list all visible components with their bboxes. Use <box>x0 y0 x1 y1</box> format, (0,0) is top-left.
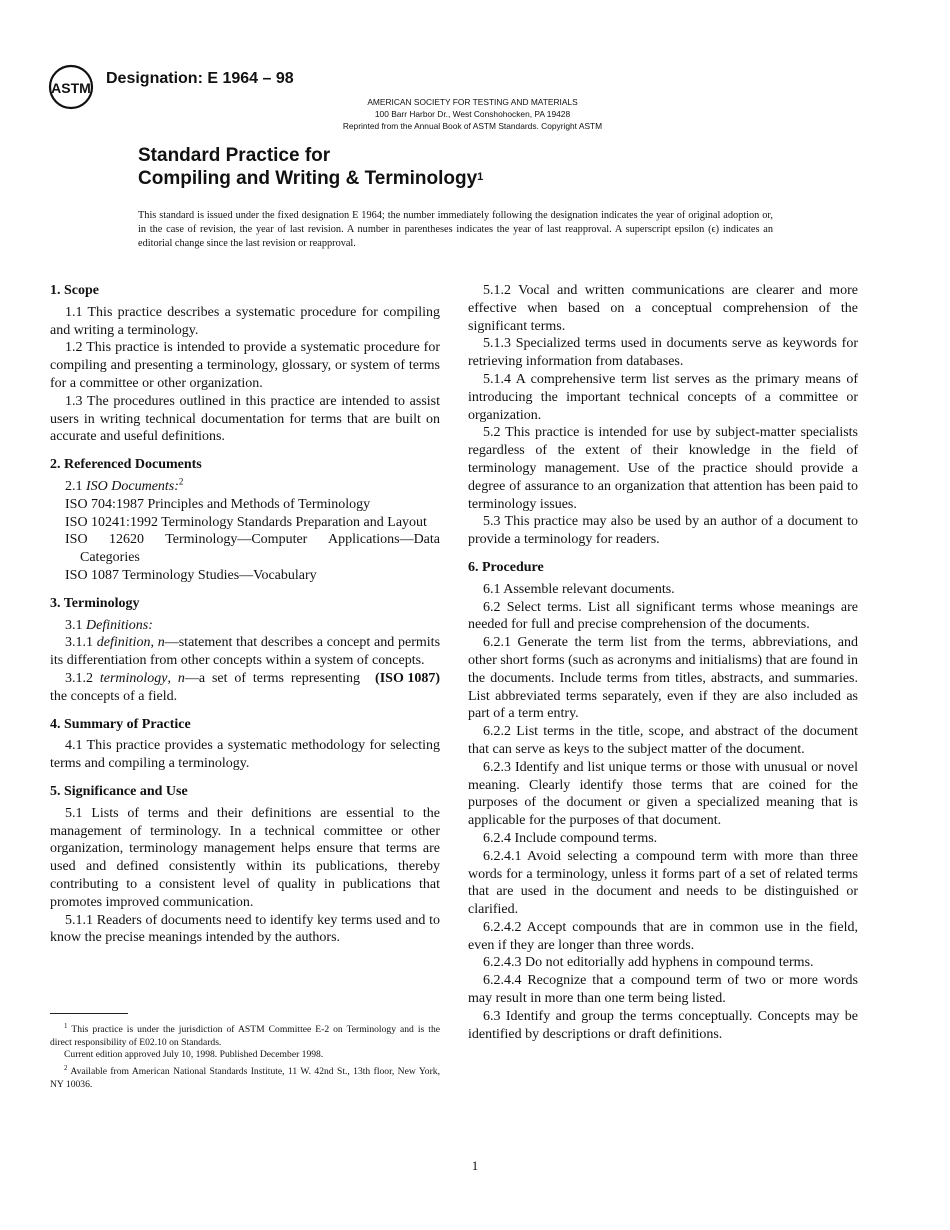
paragraph: 5.3 This practice may also be used by an author of a document to provide a terminology for readers. <box>468 514 858 548</box>
title-line1: Standard Practice for <box>138 145 331 166</box>
document-title <box>138 144 483 193</box>
title-footnote-mark[interactable]: 1 <box>477 171 484 183</box>
paragraph: 5.1.3 Specialized terms used in documents serve as keywords for retrieving information from databases. <box>468 336 858 370</box>
procedure-item: 6.1 Assemble relevant documents. <box>483 581 675 597</box>
section-scope-heading: 1. Scope <box>50 283 99 298</box>
reference-item: ISO 1087 Terminology Studies—Vocabulary <box>65 567 317 583</box>
title-line2: Compiling and Writing & Terminology$^1$ <box>138 168 484 189</box>
section-referenced-heading: 2. Referenced Documents <box>50 457 202 473</box>
paragraph: 5.1.4 A comprehensive term list serves as the primary means of introducing the important technical concepts of a committee or organization. <box>468 371 858 423</box>
paragraph: 1.2 This practice is intended to provide a systematic procedure for compiling and presenting a terminology, glossary, or system of terms for a committee or other organization. <box>50 340 440 391</box>
iso-documents-subheading: 2.1 ISO Documents:$^2$ <box>65 476 184 494</box>
page-number: 1 <box>471 1158 479 1173</box>
section-procedure-heading: 6. Procedure <box>468 559 544 575</box>
procedure-item: 6.2.4.3 Do not editorially add hyphens in compound terms. <box>483 955 814 971</box>
left-column <box>50 282 440 947</box>
footnote-1-edition: Current edition approved July 10, 1998. Published December 1998. <box>64 1049 324 1061</box>
definition-source: (ISO 1087) <box>375 670 440 686</box>
society-address: 100 Barr Harbor Dr., West Conshohocken, PA 19428 <box>374 109 571 119</box>
section-summary-heading: 4. Summary of Practice <box>50 716 191 732</box>
procedure-item: 6.2.4 Include compound terms. <box>483 830 658 846</box>
reference-item: ISO 10241:1992 Terminology Standards Preparation and Layout <box>65 514 427 530</box>
logo-text: ASTM <box>51 80 91 96</box>
procedure-item: 6.3 Identify and group the terms conceptually. Concepts may be identified by descriptions or draft definitions. <box>468 1008 858 1042</box>
paragraph: 4.1 This practice provides a systematic methodology for selecting terms and compiling a terminology. <box>50 738 440 772</box>
astm-logo <box>48 64 94 110</box>
society-name: AMERICAN SOCIETY FOR TESTING AND MATERIALS <box>367 97 578 107</box>
reference-item: ISO 704:1987 Principles and Methods of Terminology <box>65 496 371 512</box>
procedure-item: 6.2.2 List terms in the title, scope, and abstract of the document that can serve as keys to the subject matter of the document. <box>468 724 858 757</box>
footnote-2-mark[interactable]: 2 <box>178 476 184 487</box>
footnotes <box>50 1020 440 1091</box>
procedure-item: 6.2.4.2 Accept compounds that are in common use in the field, even if they are longer than three words. <box>468 919 858 953</box>
procedure-item: 6.2.4.1 Avoid selecting a compound term with more than three words for a terminology, unless it forms part of a set of related terms that are used in the document and needs to be distinguished or clarified. <box>468 848 858 918</box>
paragraph: 5.1.2 Vocal and written communications are clearer and more effective when based on a conceptual comprehension of the significant terms. <box>468 283 858 334</box>
designation: Designation: E 1964 – 98 <box>106 70 294 87</box>
section-terminology-heading: 3. Terminology <box>50 595 140 611</box>
footnote-2: $^2$ Available from American National Standards Institute, 11 W. 42nd St., 13th floor, New York, NY 10036. <box>50 1063 440 1090</box>
paragraph: 5.2 This practice is intended for use by subject-matter specialists regardless of the extent of their knowledge in the field of terminology management. Use of the practice should provide a degree of assurance to an organization that attention has been paid to terminology issues. <box>468 425 858 512</box>
procedure-item: 6.2.1 Generate the term list from the terms, abbreviations, and other short forms (such as acronyms and initialisms) that are found in the documents. Include terms from titles, abstracts, and summaries. List abbreviated terms separately, even if they are also included as part of a term entry. <box>468 635 858 722</box>
paragraph: 5.1 Lists of terms and their definitions are essential to the management of terminology. In a technical committee or other organization, terminology management helps ensure that terms are used and defined consistently within its publications, thereby contributing to a consistent level of quality in publications that promotes improved communication. <box>50 805 440 910</box>
procedure-item: 6.2.3 Identify and list unique terms or those with unusual or novel meaning. Clearly identify those terms that are coined for the purposes of the document or given a specialized meaning that is applicable for the purposes of that document. <box>468 759 858 829</box>
society-block <box>300 96 645 132</box>
section-significance-heading: 5. Significance and Use <box>50 783 188 799</box>
definition-entry: 3.1.2 terminology, n—a set of terms representing the concepts of a field. <box>50 670 361 704</box>
footnote-divider <box>50 1013 128 1014</box>
definitions-subheading: 3.1 Definitions: <box>65 617 153 633</box>
paragraph: 1.1 This practice describes a systematic procedure for compiling and writing a terminology. <box>50 304 440 338</box>
paragraph: 1.3 The procedures outlined in this practice are intended to assist users in writing technical documentation for terms that are built on accurate and useful definitions. <box>50 393 440 445</box>
standard-notice: This standard is issued under the fixed designation E 1964; the number immediately following the designation indicates the year of original adoption or, in the case of revision, the year of last revision. A number in parentheses indicates the year of last reapproval. A superscript epsilon (ϵ) indicates an editorial change since the last revision or reapproval. <box>138 210 773 249</box>
reference-item: ISO 12620 Terminology—Computer Applications—Data Categories <box>65 532 440 566</box>
procedure-item: 6.2.4.4 Recognize that a compound term of two or more words may result in more than one term being listed. <box>468 973 858 1007</box>
paragraph: 5.1.1 Readers of documents need to identify key terms used and to know the precise meanings intended by the authors. <box>50 912 440 946</box>
definition-entry: 3.1.1 definition, n—statement that describes a concept and permits its differentiation from other concepts within a system of concepts. (ISO 1087) <box>50 635 441 686</box>
procedure-item: 6.2 Select terms. List all significant terms whose meanings are needed for full and precise comprehension of the documents. <box>468 599 858 633</box>
right-column <box>468 282 858 1043</box>
footnote-1: $^1$ This practice is under the jurisdiction of ASTM Committee E-2 on Terminology and is the direct responsibility of E02.10 on Standards. <box>50 1022 440 1048</box>
reprint-note: Reprinted from the Annual Book of ASTM Standards. Copyright ASTM <box>342 121 603 131</box>
